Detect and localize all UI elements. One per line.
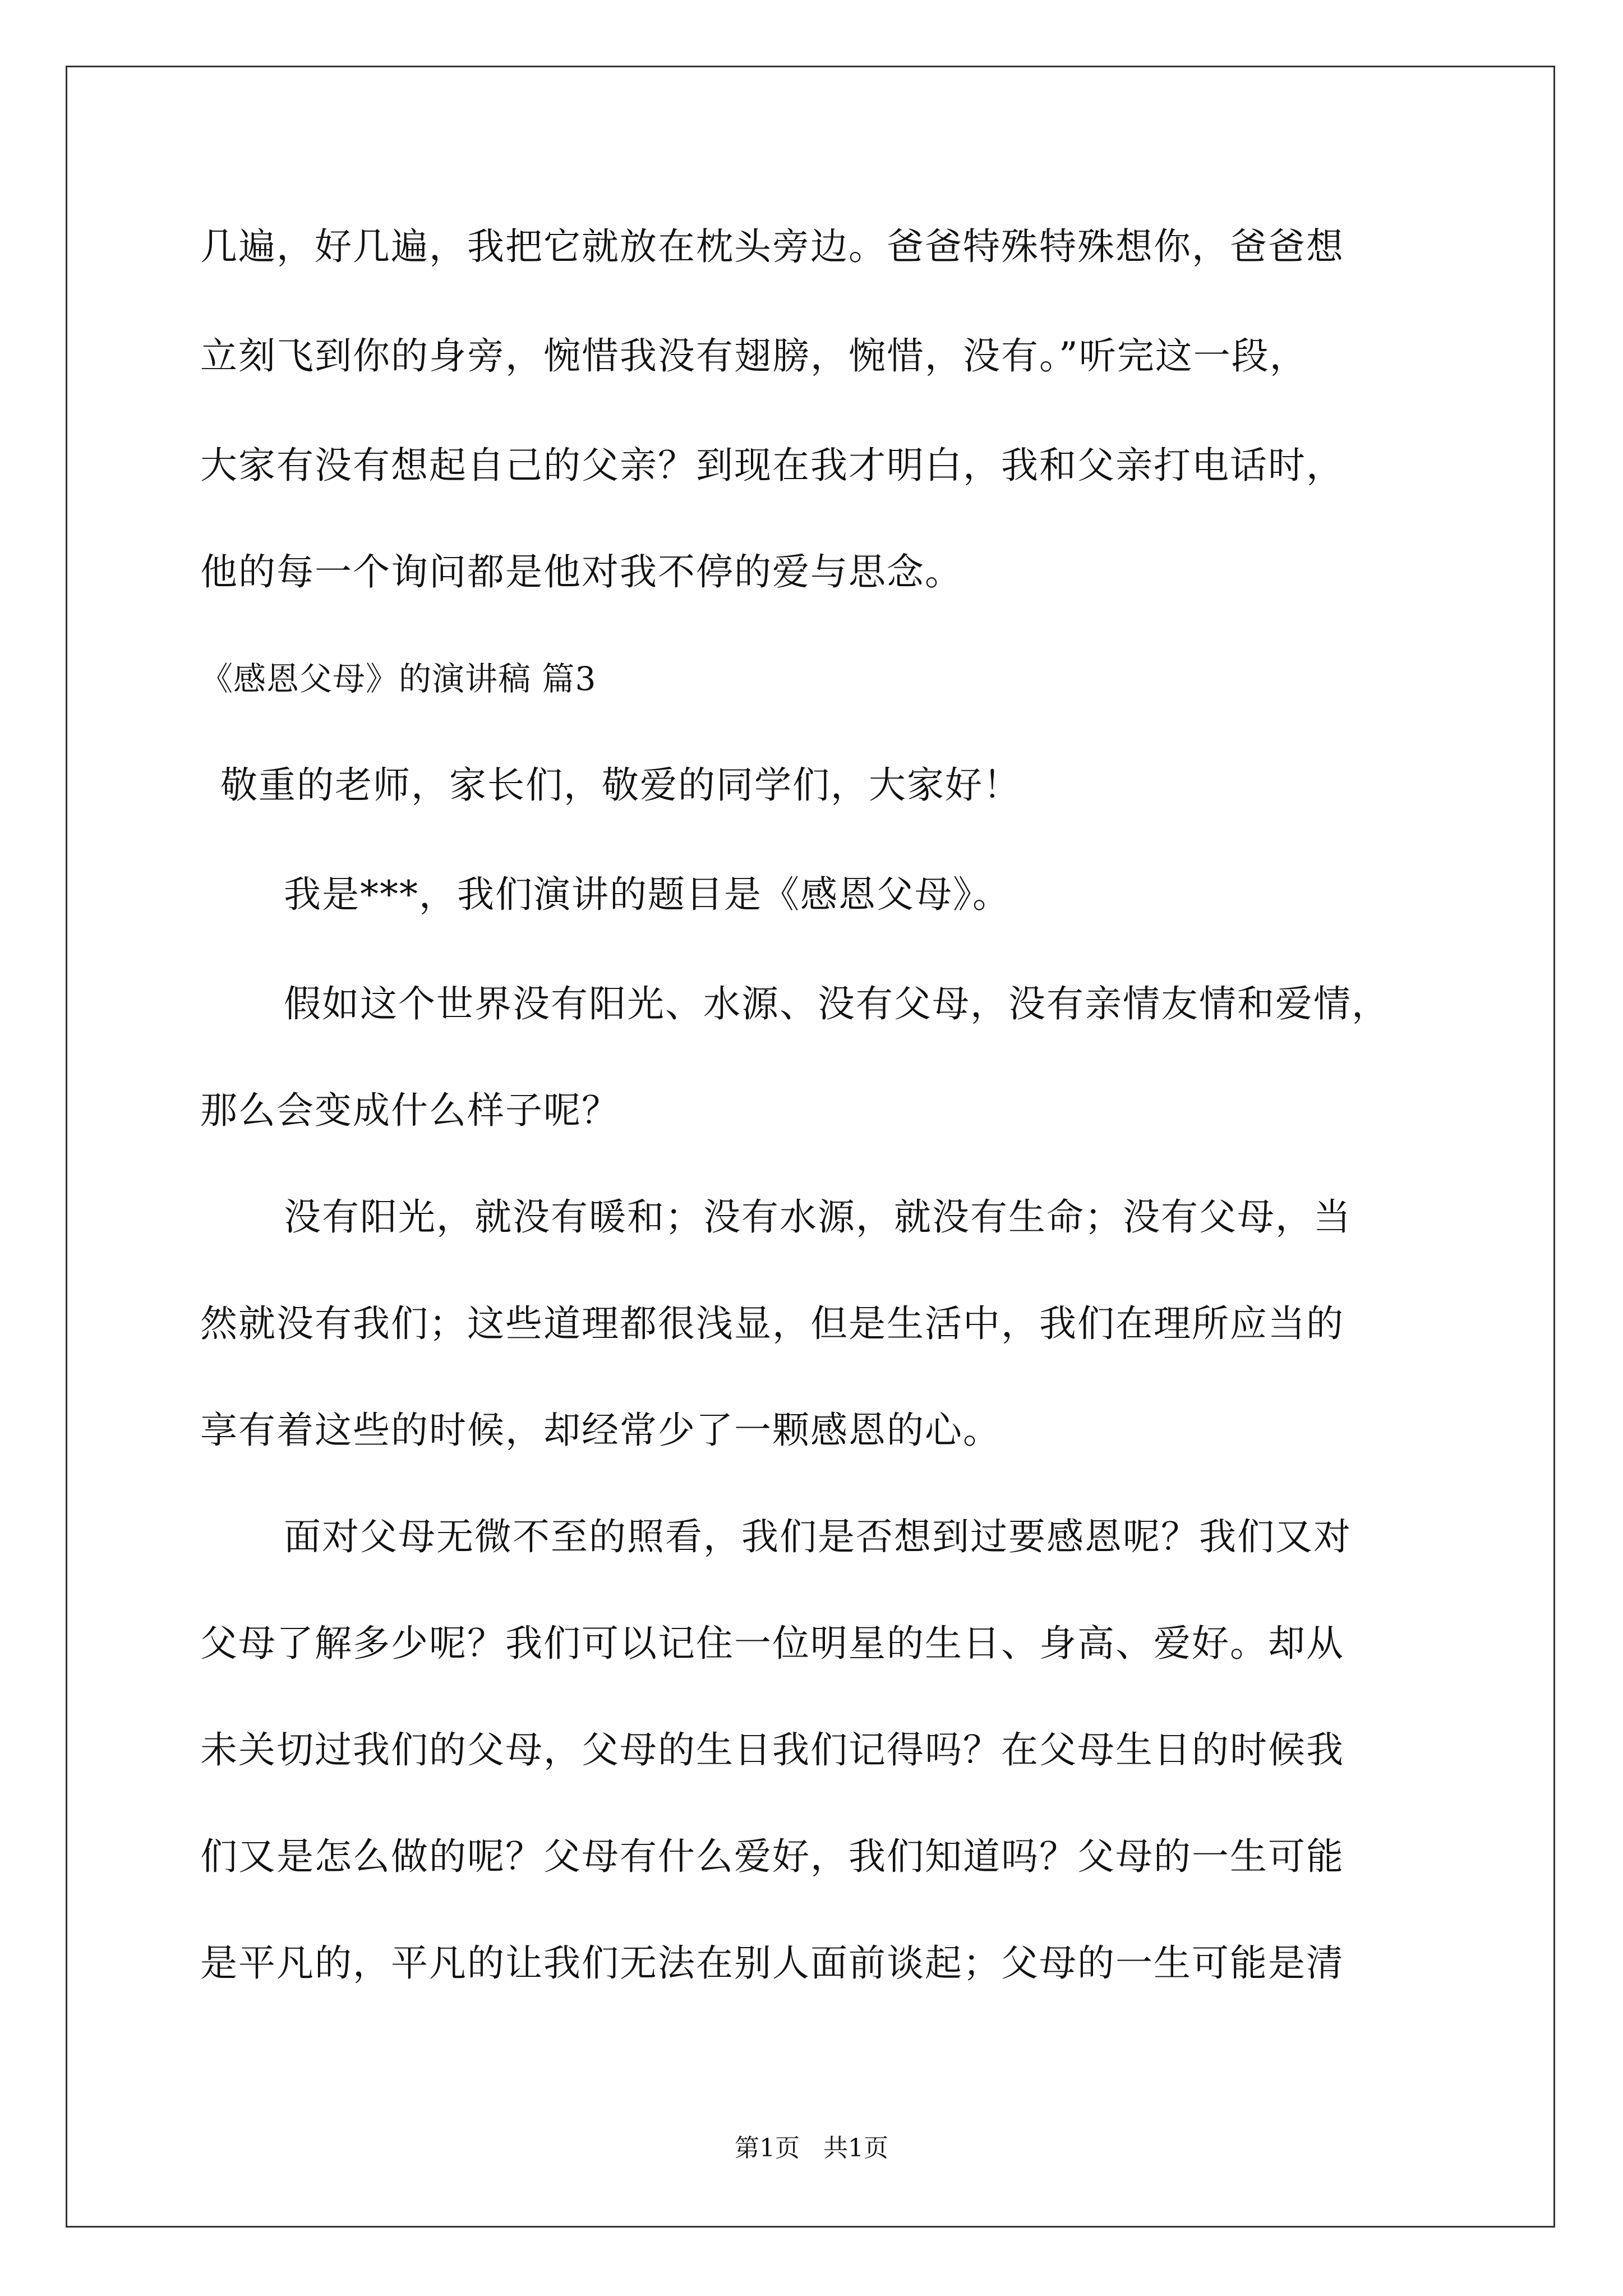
text-line: 那么会变成什么样子呢？ [200, 1089, 620, 1132]
text-line: 们又是怎么做的呢？父母有什么爱好，我们知道吗？父母的一生可能 [200, 1835, 1344, 1878]
page-border [66, 66, 1555, 2228]
salutation: 敬重的老师，家长们，敬爱的同学们，大家好！ [220, 763, 1021, 807]
text-line: 没有阳光，就没有暖和；没有水源，就没有生命；没有父母，当 [284, 1195, 1352, 1239]
text-line: 然就没有我们；这些道理都很浅显，但是生活中，我们在理所应当的 [200, 1302, 1344, 1345]
text-line: 面对父母无微不至的照看，我们是否想到过要感恩呢？我们又对 [284, 1515, 1352, 1558]
text-line: 几遍，好几遍，我把它就放在枕头旁边。爸爸特殊特殊想你，爸爸想 [200, 225, 1344, 268]
intro-line: 我是***，我们演讲的题目是《感恩父母》。 [284, 873, 1011, 916]
text-line: 是平凡的，平凡的让我们无法在别人面前谈起；父母的一生可能是清 [200, 1941, 1344, 1985]
text-line: 假如这个世界没有阳光、水源、没有父母，没有亲情友情和爱情， [284, 982, 1390, 1025]
page-number-footer: 第1页 共1页 [735, 2134, 888, 2162]
text-line: 立刻飞到你的身旁，惋惜我没有翅膀，惋惜，没有。”听完这一段， [200, 334, 1308, 378]
text-line: 享有着这些的时候，却经常少了一颗感恩的心。 [200, 1409, 1001, 1452]
text-line: 他的每一个询问都是他对我不停的爱与思念。 [200, 550, 963, 593]
text-line: 未关切过我们的父母，父母的生日我们记得吗？在父母生日的时候我 [200, 1728, 1344, 1772]
section-heading: 《感恩父母》的演讲稿 篇3 [200, 660, 597, 698]
text-line: 大家有没有想起自己的父亲？到现在我才明白，我和父亲打电话时， [200, 444, 1344, 487]
text-line: 父母了解多少呢？我们可以记住一位明星的生日、身高、爱好。却从 [200, 1622, 1344, 1665]
